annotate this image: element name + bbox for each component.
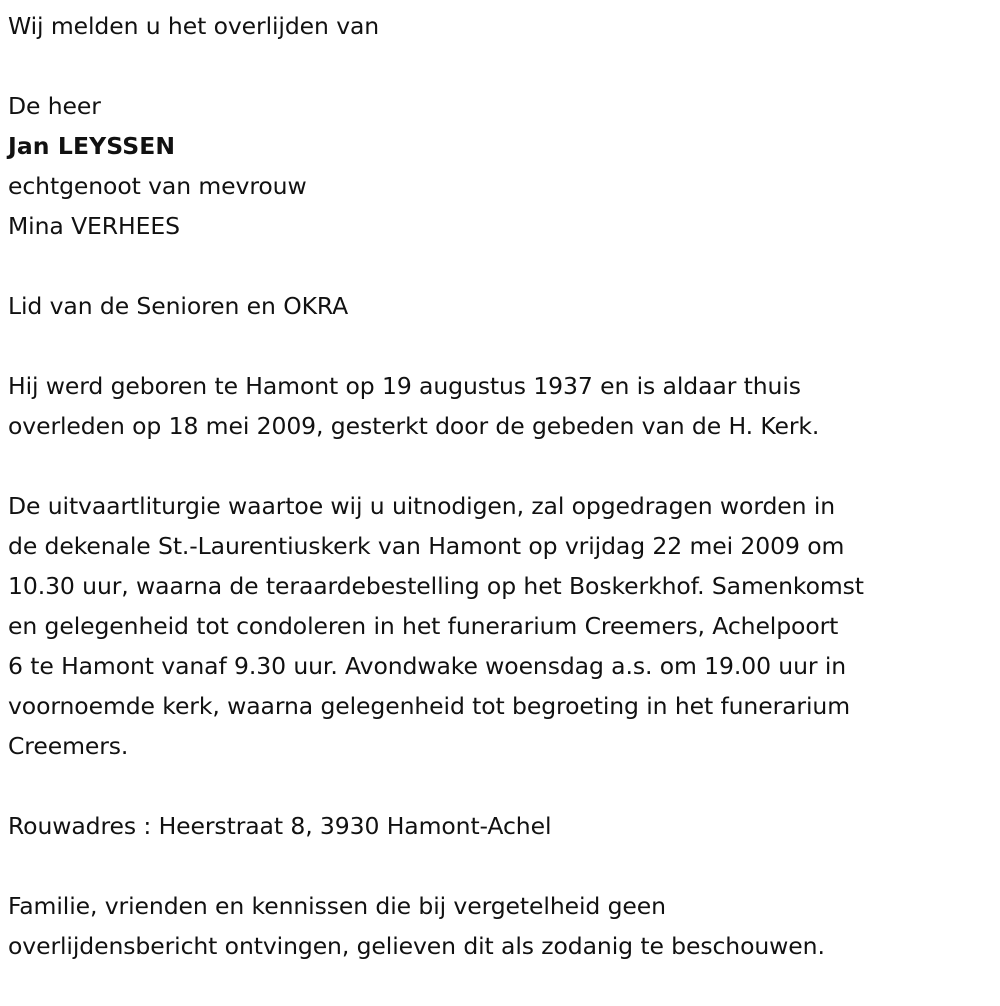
spacer-after-birth-death (8, 446, 992, 486)
closing-line: overlijdensbericht ontvingen, gelieven dit als zodanig te beschouwen. (8, 932, 825, 960)
funeral-line: 10.30 uur, waarna de teraardebestelling op het Boskerkhof. Samenkomst (8, 572, 864, 600)
salutation-line: De heer (8, 92, 101, 120)
intro-line: Wij melden u het overlijden van (8, 12, 380, 40)
mourning-address-block (8, 806, 992, 846)
birth-death-paragraph (8, 366, 992, 446)
birth-death-line: Hij werd geboren te Hamont op 19 augustus 1937 en is aldaar thuis (8, 372, 801, 400)
deceased-name: Jan LEYSSEN (8, 132, 176, 160)
intro-block (8, 6, 992, 46)
spouse-relation-line: echtgenoot van mevrouw (8, 172, 307, 200)
closing-paragraph (8, 886, 992, 966)
birth-death-line: overleden op 18 mei 2009, gesterkt door de gebeden van de H. Kerk. (8, 412, 820, 440)
funeral-line: en gelegenheid tot condoleren in het funerarium Creemers, Achelpoort (8, 612, 839, 640)
spacer-after-membership (8, 326, 992, 366)
funeral-line: De uitvaartliturgie waartoe wij u uitnodigen, zal opgedragen worden in (8, 492, 836, 520)
spacer-after-intro (8, 46, 992, 86)
membership-block (8, 286, 992, 326)
funeral-line: 6 te Hamont vanaf 9.30 uur. Avondwake woensdag a.s. om 19.00 uur in (8, 652, 847, 680)
closing-line: Familie, vrienden en kennissen die bij vergetelheid geen (8, 892, 666, 920)
spouse-name: Mina VERHEES (8, 212, 180, 240)
mourning-address-line: Rouwadres : Heerstraat 8, 3930 Hamont-Achel (8, 812, 552, 840)
funeral-line: de dekenale St.-Laurentiuskerk van Hamont op vrijdag 22 mei 2009 om (8, 532, 845, 560)
spacer-after-address (8, 846, 992, 886)
spacer-after-deceased (8, 246, 992, 286)
deceased-block (8, 86, 992, 246)
funeral-paragraph (8, 486, 992, 766)
funeral-line: Creemers. (8, 732, 129, 760)
funeral-line: voornoemde kerk, waarna gelegenheid tot begroeting in het funerarium (8, 692, 851, 720)
spacer-after-funeral (8, 766, 992, 806)
membership-line: Lid van de Senioren en OKRA (8, 292, 349, 320)
